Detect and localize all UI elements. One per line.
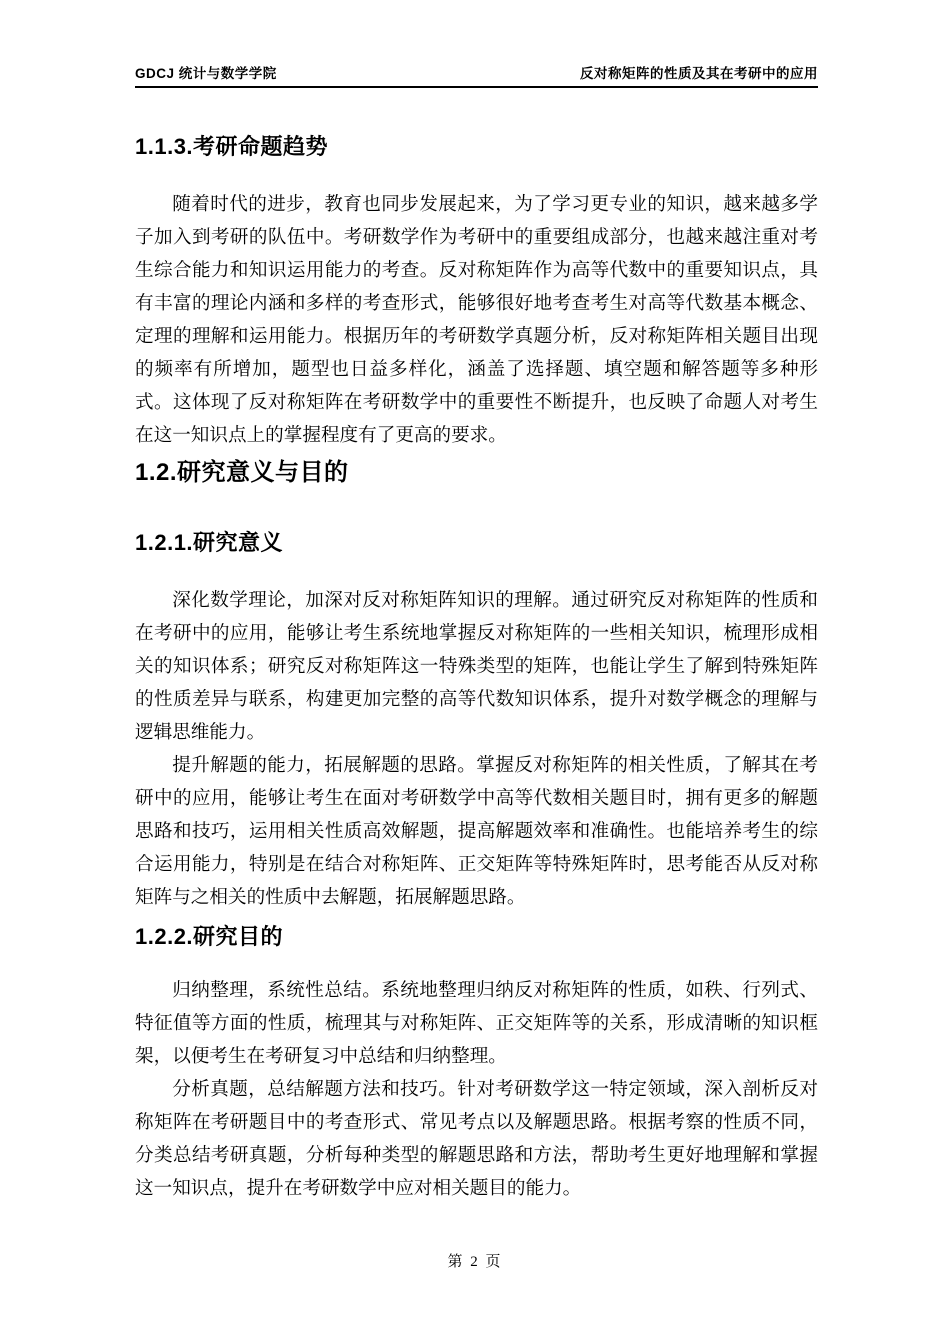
header-school-name: GDCJ 统计与数学学院 bbox=[135, 66, 277, 81]
page-header bbox=[135, 62, 818, 88]
section-heading-1-1-3: 1.1.3.考研命题趋势 bbox=[135, 134, 329, 159]
header-thesis-title: 反对称矩阵的性质及其在考研中的应用 bbox=[580, 66, 818, 81]
section-heading-1-2: 1.2.研究意义与目的 bbox=[135, 459, 349, 486]
section-heading-1-2-2: 1.2.2.研究目的 bbox=[135, 924, 284, 949]
paragraph-1-2-1-b: 提升解题的能力，拓展解题的思路。掌握反对称矩阵的相关性质，了解其在考研中的应用，能够让考生在面对考研数学中高等代数相关题目时，拥有更多的解题思路和技巧，运用相关性质高效解题，提高解题效率和准确性。也能培养考生的综合运用能力，特别是在结合对称矩阵、正交矩阵等特殊矩阵时，思考能否从反对称矩阵与之相关的性质中去解题，拓展解题思路。 bbox=[135, 755, 818, 908]
paragraph-1-2-2-b: 分析真题，总结解题方法和技巧。针对考研数学这一特定领域，深入剖析反对称矩阵在考研题目中的考查形式、常见考点以及解题思路。根据考察的性质不同，分类总结考研真题，分析每种类型的解题思路和方法，帮助考生更好地理解和掌握这一知识点，提升在考研数学中应对相关题目的能力。 bbox=[135, 1079, 818, 1199]
page-number: 第 2 页 bbox=[447, 1254, 503, 1270]
paragraph-1-1-3: 随着时代的进步，教育也同步发展起来，为了学习更专业的知识，越来越多学子加入到考研的队伍中。考研数学作为考研中的重要组成部分，也越来越注重对考生综合能力和知识运用能力的考查。反对称矩阵作为高等代数中的重要知识点，具有丰富的理论内涵和多样的考查形式，能够很好地考查考生对高等代数基本概念、定理的理解和运用能力。根据历年的考研数学真题分析，反对称矩阵相关题目出现的频率有所增加，题型也日益多样化，涵盖了选择题、填空题和解答题等多种形式。这体现了反对称矩阵在考研数学中的重要性不断提升，也反映了命题人对考生在这一知识点上的掌握程度有了更高的要求。 bbox=[135, 194, 818, 446]
paragraph-1-2-1-a: 深化数学理论，加深对反对称矩阵知识的理解。通过研究反对称矩阵的性质和在考研中的应用，能够让考生系统地掌握反对称矩阵的一些相关知识，梳理形成相关的知识体系；研究反对称矩阵这一特殊类型的矩阵，也能让学生了解到特殊矩阵的性质差异与联系，构建更加完整的高等代数知识体系，提升对数学概念的理解与逻辑思维能力。 bbox=[135, 590, 818, 743]
document-body bbox=[135, 118, 818, 1205]
page-footer bbox=[0, 1250, 950, 1271]
section-heading-1-2-1: 1.2.1.研究意义 bbox=[135, 530, 284, 555]
paragraph-1-2-2-a: 归纳整理，系统性总结。系统地整理归纳反对称矩阵的性质，如秩、行列式、特征值等方面的性质，梳理其与对称矩阵、正交矩阵等的关系，形成清晰的知识框架，以便考生在考研复习中总结和归纳整理。 bbox=[135, 980, 818, 1067]
